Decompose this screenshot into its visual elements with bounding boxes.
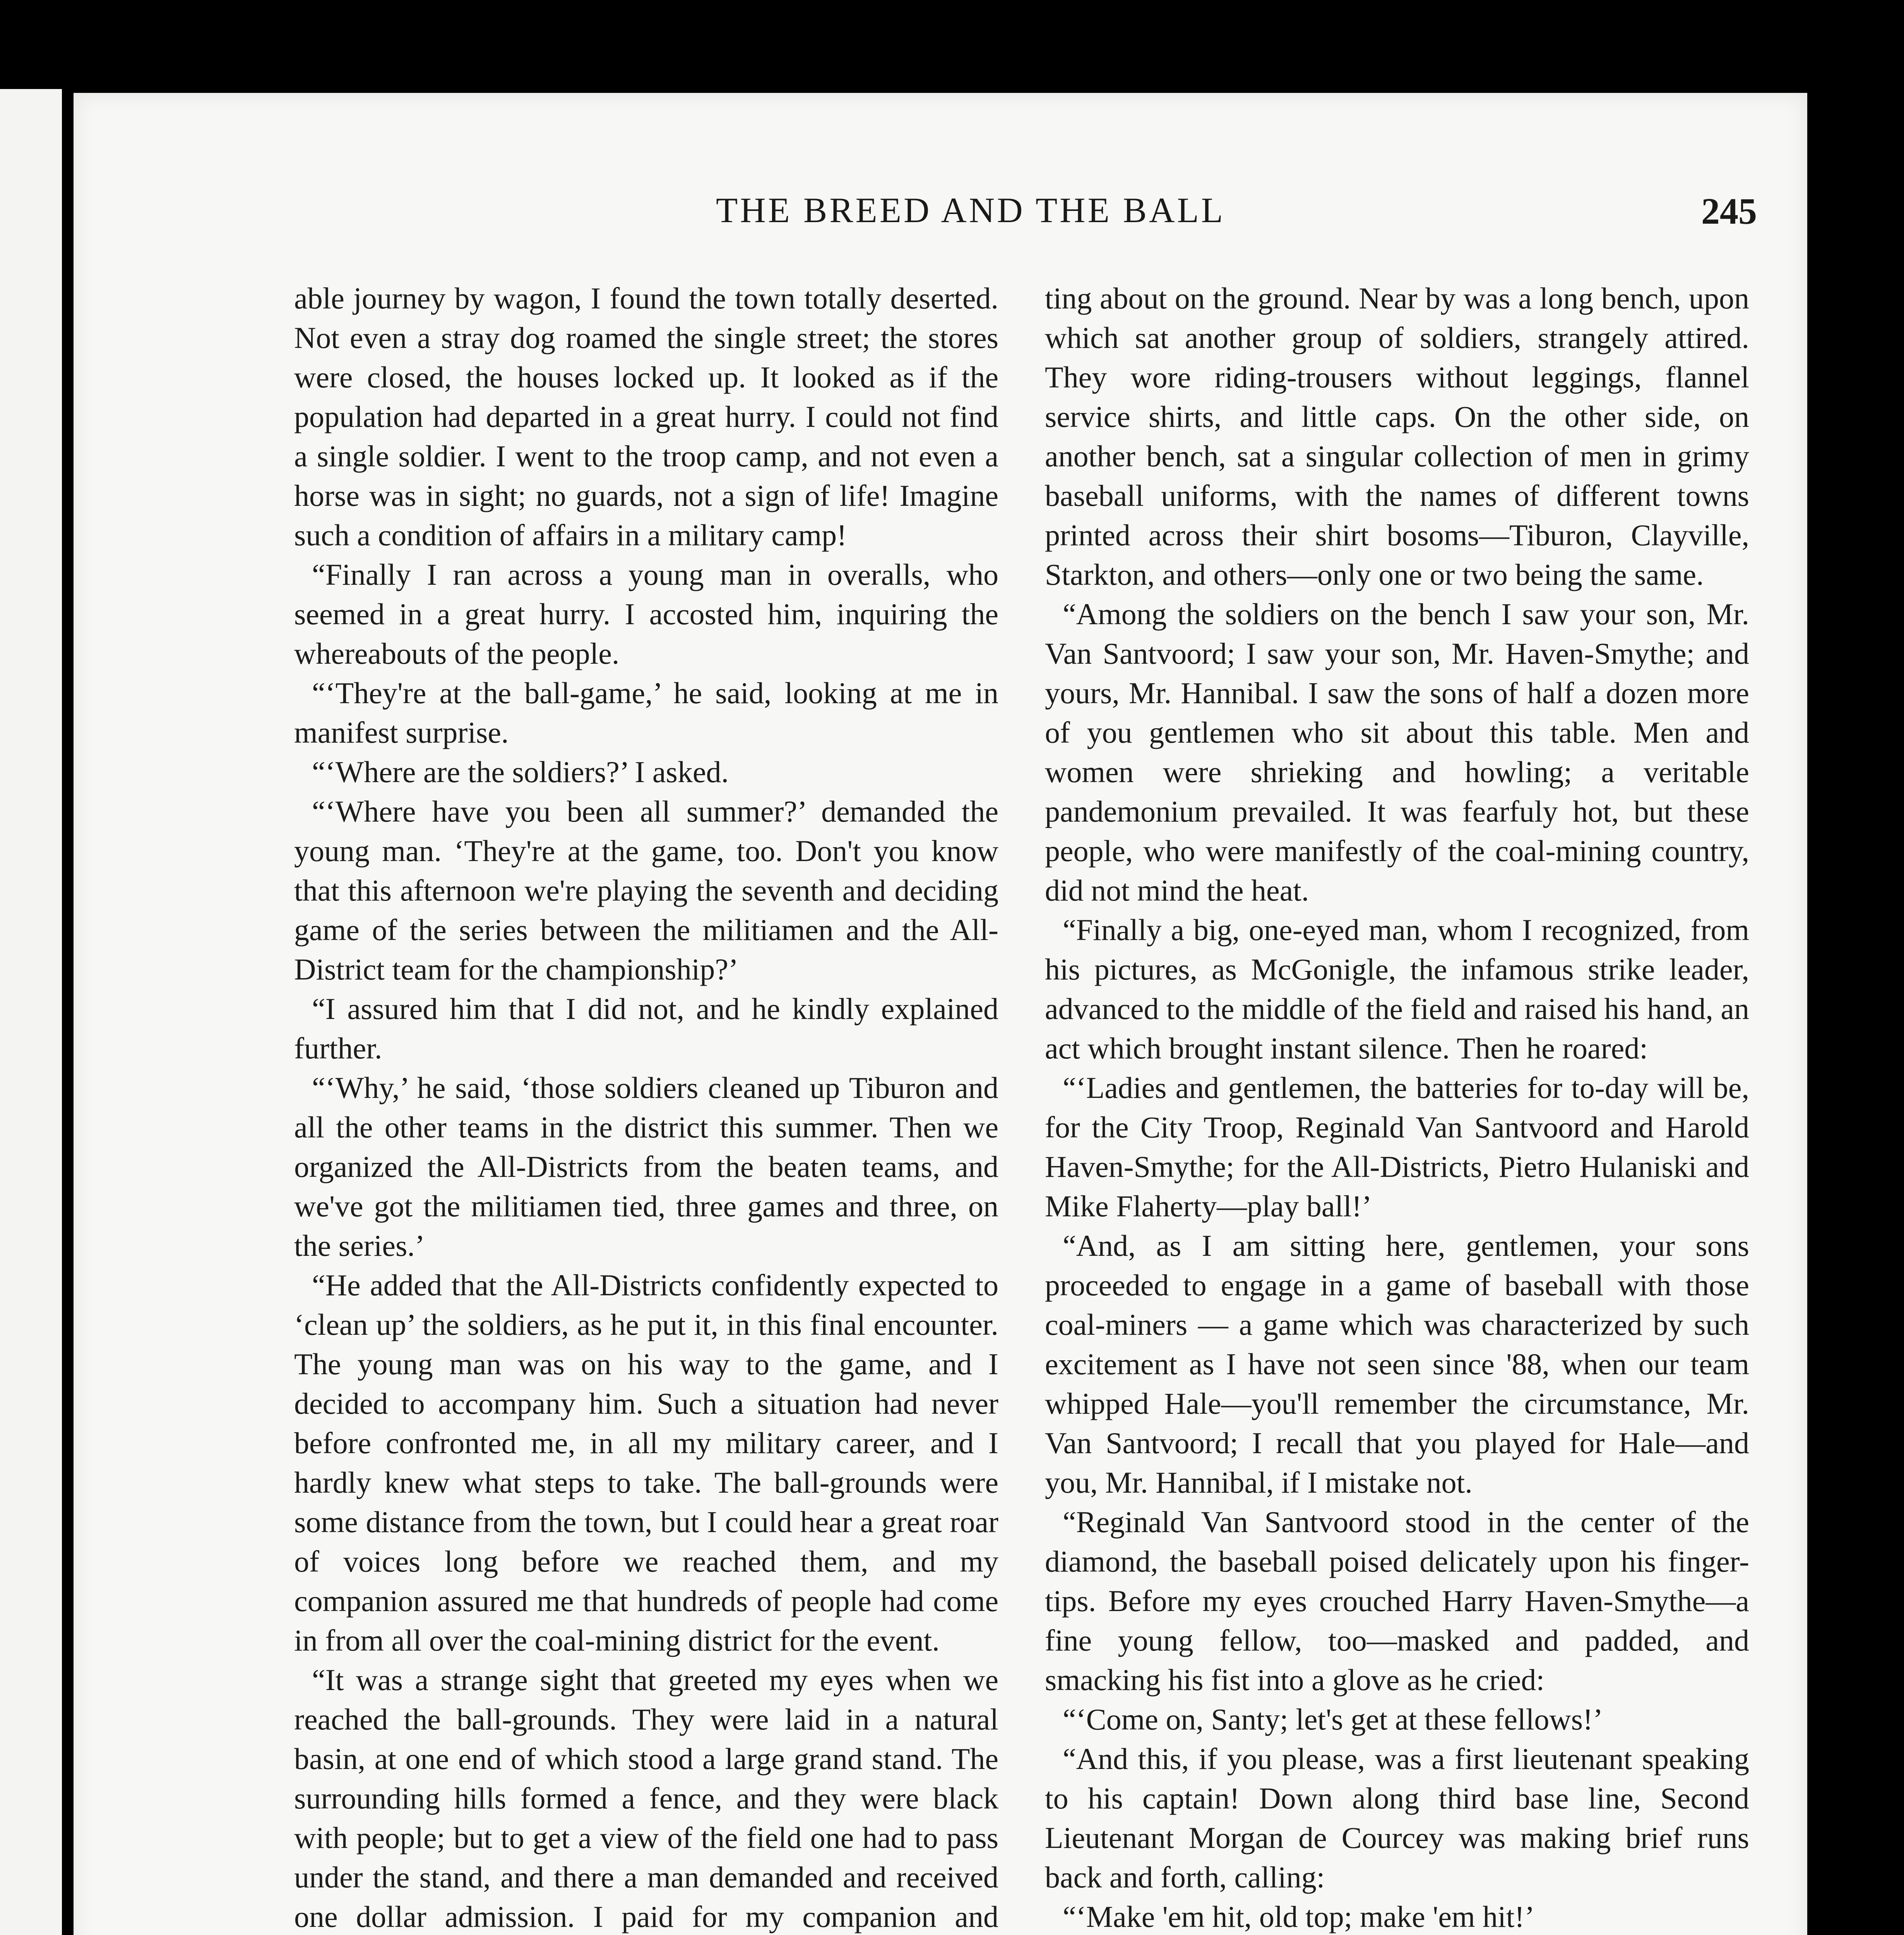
paragraph: “‘Come on, Santy; let's get at these fellows!’ (1063, 1702, 1603, 1736)
running-head: THE BREED AND THE BALL (716, 190, 1226, 230)
previous-page-edge (0, 89, 62, 1935)
paragraph: “‘They're at the ball-game,’ he said, looking at me in manifest surprise. (294, 676, 998, 749)
paragraph: “Finally a big, one-eyed man, whom I recognized, from his pictures, as McGonigle, the infamous strike leader, advanced to the middle of the field and raised his hand, an act which brought instant silence. Then he roared: (1045, 913, 1749, 1065)
left-text-column (294, 279, 998, 1935)
paragraph: “He added that the All-Districts confidently expected to ‘clean up’ the soldiers, as he put it, in this final encounter. The young man was on his way to the game, and I decided to accompany him. Such a situation had never before confronted me, in all my military career, and I hardly knew what steps to take. The ball-grounds were some distance from the town, but I could hear a great roar of voices long before we reached them, and my companion assured me that hundreds of people had come in from all over the coal-mining district for the event. (294, 1268, 998, 1657)
paragraph: “‘Where have you been all summer?’ demanded the young man. ‘They're at the game, too. Don't you know that this afternoon we're playing the seventh and deciding game of the series between the militiamen and the All-District team for the championship?’ (294, 795, 998, 986)
right-text-column (1045, 279, 1749, 1935)
paragraph: “‘Ladies and gentlemen, the batteries for to-day will be, for the City Troop, Reginald Van Santvoord and Harold Haven-Smythe; for the All-Districts, Pietro Hulaniski and Mike Flaherty—play ball!’ (1045, 1071, 1749, 1223)
paragraph: “It was a strange sight that greeted my eyes when we reached the ball-grounds. They were laid in a natural basin, at one end of which stood a large grand stand. The surrounding hills formed a fence, and they were black with people; but to get a view of the field one had to pass under the stand, and there a man demanded and received one dollar admission. I paid for my companion and (294, 1663, 998, 1933)
paragraph: “Among the soldiers on the bench I saw your son, Mr. Van Santvoord; I saw your son, Mr. Haven-Smythe; and yours, Mr. Hannibal. I saw the sons of half a dozen more of you gentlemen who sit about this table. Men and women were shrieking and howling; a veritable pandemonium prevailed. It was fearfuly hot, but these people, who were manifestly of the coal-mining country, did not mind the heat. (1045, 597, 1749, 907)
paragraph: “‘Why,’ he said, ‘those soldiers cleaned up Tiburon and all the other teams in the district this summer. Then we organized the All-Districts from the beaten teams, and we've got the militiamen tied, three games and three, on the series.’ (294, 1071, 998, 1262)
page-header (74, 190, 1807, 240)
page-number: 245 (1701, 190, 1757, 232)
paragraph: “And, as I am sitting here, gentlemen, your sons proceeded to engage in a game of baseball with those coal-miners — a game which was characterized by such excitement as I have not seen since '88, when our team whipped Hale—you'll remember the circumstance, Mr. Van Santvoord; I recall that you played for Hale—and you, Mr. Hannibal, if I mistake not. (1045, 1229, 1749, 1499)
paragraph: “‘Make 'em hit, old top; make 'em hit!’ (1063, 1900, 1535, 1933)
paragraph: “Reginald Van Santvoord stood in the center of the diamond, the baseball poised delicately upon his finger-tips. Before my eyes crouched Harry Haven-Smythe—a fine young fellow, too—masked and padded, and smacking his fist into a glove as he cried: (1045, 1505, 1749, 1697)
paragraph: “Finally I ran across a young man in overalls, who seemed in a great hurry. I accosted him, inquiring the whereabouts of the people. (294, 558, 998, 670)
paragraph: “‘Where are the soldiers?’ I asked. (312, 755, 729, 789)
paragraph: ting about on the ground. Near by was a long bench, upon which sat another group of soldiers, strangely attired. They wore riding-trousers without leggings, flannel service shirts, and little caps. On the other side, on another bench, sat a singular collection of men in grimy baseball uniforms, with the names of different towns printed across their shirt bosoms—Tiburon, Clayville, Starkton, and others—only one or two being the same. (1045, 281, 1749, 591)
paragraph: able journey by wagon, I found the town totally deserted. Not even a stray dog roamed the single street; the stores were closed, the houses locked up. It looked as if the population had departed in a great hurry. I could not find a single soldier. I went to the troop camp, and not even a horse was in sight; no guards, not a sign of life! Imagine such a condition of affairs in a military camp! (294, 281, 998, 552)
paragraph: “I assured him that I did not, and he kindly explained further. (294, 992, 998, 1065)
book-page (74, 93, 1807, 1935)
paragraph: “And this, if you please, was a first lieutenant speaking to his captain! Down along third base line, Second Lieutenant Morgan de Courcey was making brief runs back and forth, calling: (1045, 1742, 1749, 1894)
